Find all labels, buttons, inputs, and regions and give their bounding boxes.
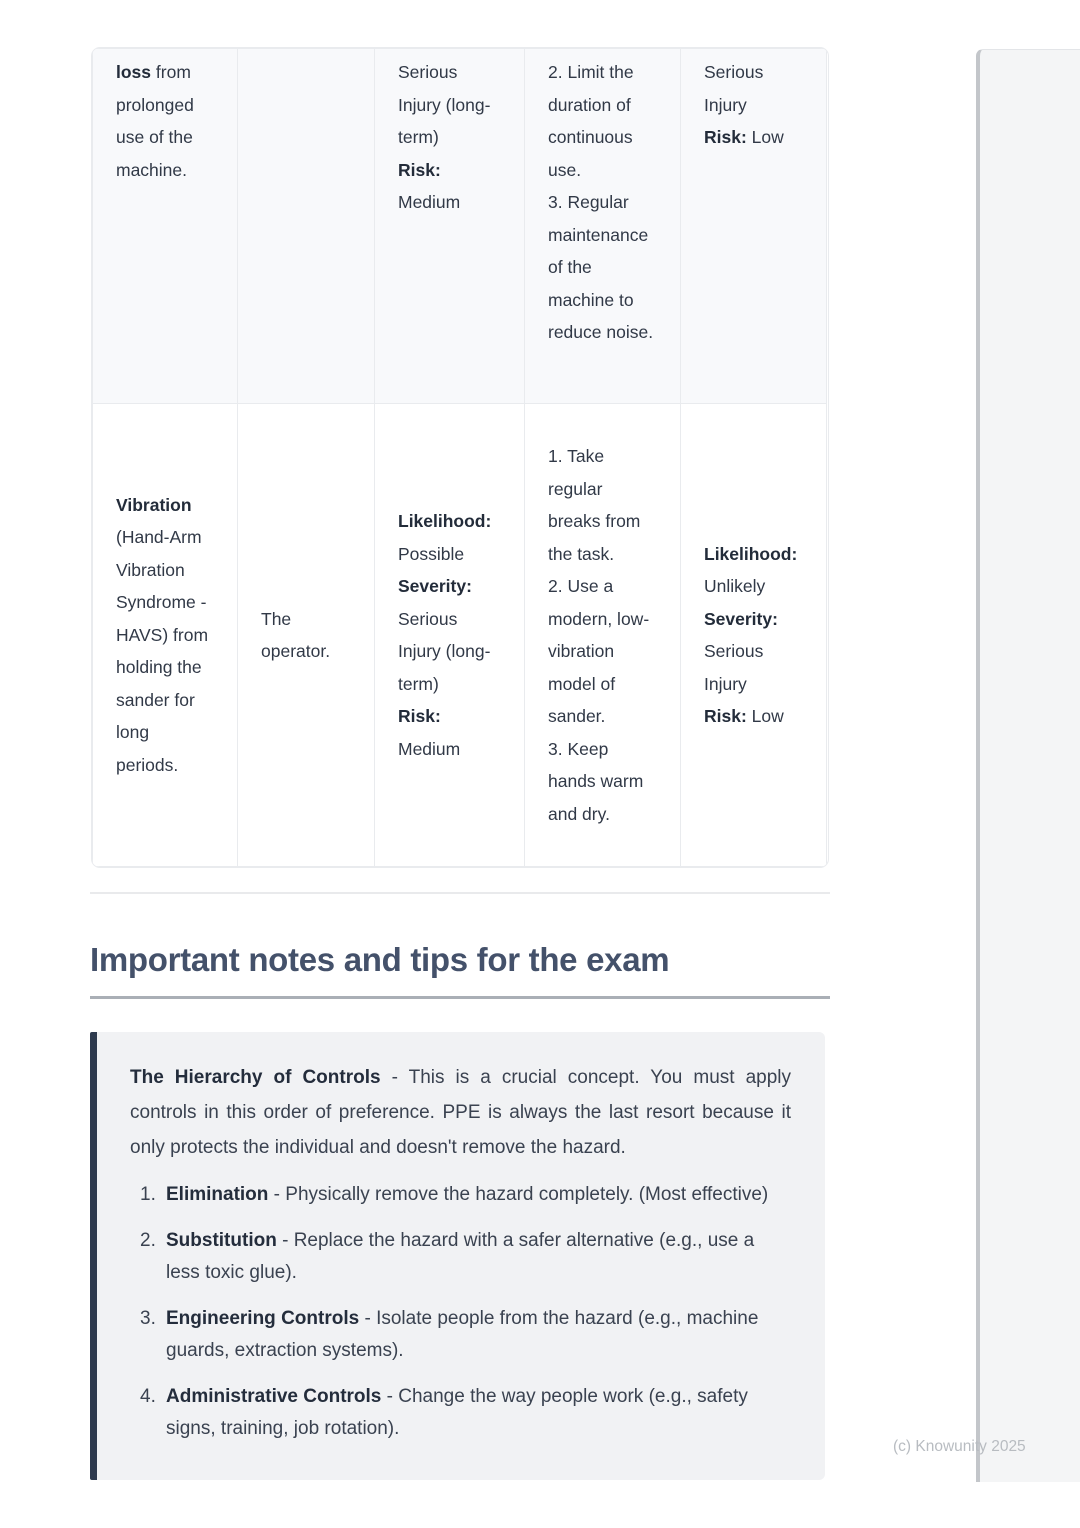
list-item-label: Administrative Controls [166,1386,382,1407]
section-divider [90,892,830,894]
hierarchy-of-controls-list [130,1179,791,1445]
risk-table [92,48,827,867]
callout-intro-text: - This is a crucial concept. You must apply controls in this order of preference. PPE is always the last resort because it only protects the individual and doesn't remove the hazard. [130,1067,791,1158]
cell-hazard: loss from prolonged use of the machine. [93,49,238,404]
table-row-vibration [93,404,827,867]
list-item-engineering-controls [130,1303,791,1367]
table-row-noise [93,49,827,404]
list-item-label: Engineering Controls [166,1308,360,1329]
list-number: 4. [140,1386,156,1407]
section-heading: Important notes and tips for the exam [90,941,670,978]
cell-control-measures: 1. Take regular breaks from the task. 2. Use a modern, low-vibration model of sander. 3. Keep hands warm and dry. [525,404,681,867]
cell-risk-before: Likelihood: Possible Severity: Serious Injury (long-term) Risk: Medium [375,404,525,867]
cell-control-measures: 2. Limit the duration of continuous use. 3. Regular maintenance of the machine to reduce noise. [525,49,681,404]
list-item-text: - Change the way people work (e.g., safety signs, training, job rotation). [166,1386,748,1439]
list-item-text: - Physically remove the hazard completely. (Most effective) [268,1184,769,1205]
callout-intro [130,1060,791,1165]
cell-risk-after: Likelihood: Unlikely Severity: Serious Injury Risk: Low [681,404,827,867]
copyright-watermark: (c) Knowunity 2025 [893,1438,1026,1455]
list-item-administrative-controls [130,1381,791,1445]
list-item-substitution [130,1225,791,1289]
list-item-text: - Isolate people from the hazard (e.g., machine guards, extraction systems). [166,1308,759,1361]
cell-risk-after: Serious Injury Risk: Low [681,49,827,404]
cell-risk-before: Serious Injury (long-term) Risk: Medium [375,49,525,404]
list-item-label: Substitution [166,1230,277,1251]
list-number: 2. [140,1230,156,1251]
list-item-elimination [130,1179,791,1211]
risk-assessment-table [91,47,829,868]
list-item-label: Elimination [166,1184,269,1205]
heading-underline [90,996,830,999]
exam-tips-callout [90,1032,825,1480]
list-number: 1. [140,1184,156,1205]
cell-who-harmed [238,49,375,404]
cell-hazard: Vibration (Hand-Arm Vibration Syndrome - HAVS) from holding the sander for long periods. [93,404,238,867]
next-page-edge [976,49,1080,1482]
callout-intro-lead: The Hierarchy of Controls [130,1067,381,1088]
cell-who-harmed: The operator. [238,404,375,867]
list-item-text: - Replace the hazard with a safer alternative (e.g., use a less toxic glue). [166,1230,755,1283]
list-number: 3. [140,1308,156,1329]
